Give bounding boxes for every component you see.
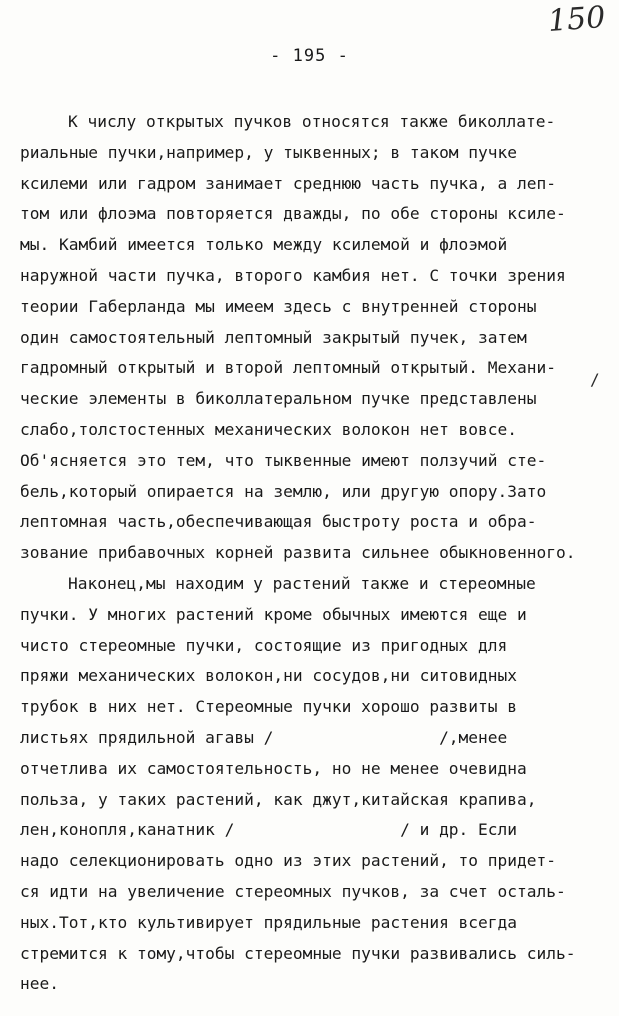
- page-number: - 195 -: [270, 46, 349, 66]
- text-line: ческие элементы в биколлатеральном пучке представлены: [20, 389, 537, 409]
- text-line: теории Габерланда мы имеем здесь с внутренней стороны: [20, 296, 537, 316]
- text-line: один самостоятельный лептомный закрытый пучек, затем: [20, 327, 527, 347]
- text-line: мы. Камбий имеется только между ксилемой и флоэмой: [20, 235, 508, 255]
- text-line: Наконец,мы находим у растений также и стереомные: [68, 573, 536, 593]
- text-line: лептомная часть,обеспечивающая быстроту роста и обра-: [20, 512, 537, 532]
- text-line: чисто стереомные пучки, состоящие из пригодных для: [20, 635, 508, 655]
- text-line: Об'ясняется это тем, что тыквенные имеют ползучий сте-: [20, 450, 547, 470]
- text-line: зование прибавочных корней развита сильнее обыкновенного.: [20, 543, 576, 563]
- text-line: слабо,толстостенных механических волокон нет вовсе.: [20, 419, 518, 439]
- handwritten-folio-number: 150: [546, 0, 607, 39]
- text-line: ся идти на увеличение стереомных пучков, за счет осталь-: [20, 881, 566, 901]
- text-line: листьях прядильной агавы / /,менее: [20, 727, 508, 747]
- body-text: [20, 107, 618, 1000]
- text-line: отчетлива их самостоятельность, но не менее очевидна: [20, 758, 527, 778]
- text-line: К числу открытых пучков относятся также биколлате-: [68, 112, 556, 131]
- text-line: наружной части пучка, второго камбия нет. С точки зрения: [20, 265, 566, 285]
- text-line: пучки. У многих растений кроме обычных имеются еще и: [20, 604, 527, 624]
- text-line: трубок в них нет. Стереомные пучки хорошо развиты в: [20, 697, 518, 717]
- text-line: стремится к тому,чтобы стереомные пучки развивались силь-: [20, 943, 576, 963]
- text-line: польза, у таких растений, как джут,китайская крапива,: [20, 789, 537, 809]
- text-line: лен,конопля,канатник / / и др. Если: [20, 820, 518, 840]
- text-line: пряжи механических волокон,ни сосудов,ни ситовидных: [20, 666, 518, 686]
- text-line: ных.Тот,кто культивирует прядильные растения всегда: [20, 912, 518, 932]
- text-line: риальные пучки,например, у тыквенных; в таком пучке: [20, 142, 518, 162]
- text-line: нее.: [20, 974, 59, 994]
- margin-mark: /: [590, 370, 600, 389]
- text-line: надо селекционировать одно из этих растений, то придет-: [20, 851, 557, 871]
- text-line: том или флоэма повторяется дважды, по обе стороны ксиле-: [20, 204, 566, 224]
- text-line: бель,который опирается на землю, или другую опору.Зато: [20, 481, 547, 501]
- text-line: гадромный открытый и второй лептомный открытый. Механи-: [20, 358, 557, 378]
- text-line: ксилеми или гадром занимает среднюю часть пучка, а леп-: [20, 173, 557, 193]
